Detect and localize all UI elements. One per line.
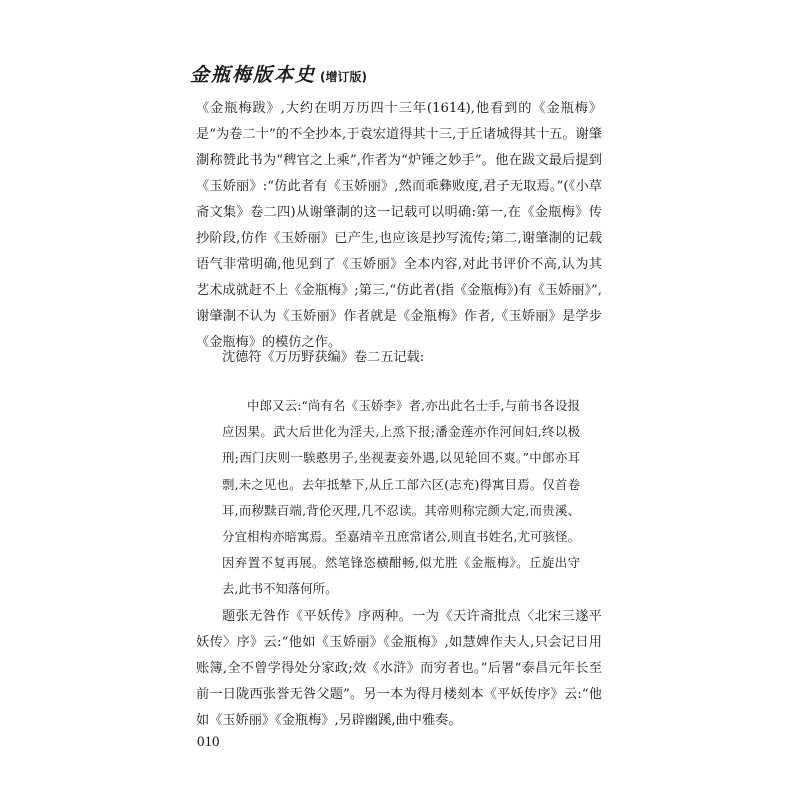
edition-label: (增订版) [320, 70, 367, 84]
book-title: 金瓶梅版本史 [190, 64, 317, 86]
running-header [190, 60, 367, 87]
paragraph-text: 题张无咎作《平妖传》序两种。一为《天许斋批点〈北宋三遂平妖传〉序》云:“他如《玉娇丽》《金瓶梅》,如慧婢作夫人,只会记日用账簿,全不曾学得处分家政;效《水浒》而穷者也。”后署“泰昌元年长至前一日陇西张誉无咎父题”。另一本为得月楼刻本《平妖传序》云:“他如《玉娇丽》《金瓶梅》,另辟幽蹊,曲中雅奏。 [196, 609, 602, 728]
page-number: 010 [197, 734, 220, 750]
body-paragraph [196, 604, 602, 734]
body-paragraph [196, 96, 602, 356]
quote-intro: 沈德符《万历野获编》卷二五记载: [222, 350, 425, 365]
paragraph-text: 《金瓶梅跋》,大约在明万历四十三年(1614),他看到的《金瓶梅》是“为卷二十”的不全抄本,于袁宏道得其十三,于丘诸城得其十五。谢肇淛称赞此书为“稗官之上乘”,作者为“炉锤之妙手”。他在跋文最后提到《玉娇丽》:“仿此者有《玉娇丽》,然而乖彝败度,君子无取焉。”(《小草斋文集》卷二四)从谢肇淛的这一记载可以明确:第一,在《金瓶梅》传抄阶段,仿作《玉娇丽》已产生,也应该是抄写流传;第二,谢肇淛的记载语气非常明确,他见到了《玉娇丽》全本内容,对此书评价不高,认为其艺术成就赶不上《金瓶梅》;第三,“仿此者(指《金瓶梅》)有《玉娇丽》”,谢肇淛不认为《玉娇丽》作者就是《金瓶梅》作者,《玉娇丽》是学步《金瓶梅》的模仿之作。 [196, 101, 602, 350]
block-quote: 中郎又云:“尚有名《玉娇李》者,亦出此名士手,与前书各设报应因果。武大后世化为淫夫,上烝下报;潘金莲亦作河间妇,终以极刑;西门庆则一騃憨男子,坐视妻妾外遇,以见轮回不爽。”中郎亦耳剽,未之见也。去年抵辇下,从丘工部六区(志充)得寓目焉。仅首卷耳,而秽黩百端,背伦灭理,几不忍读。其帝则称完颜大定,而贵溪、分宜相构亦暗寓焉。至嘉靖辛丑庶常诸公,则直书姓名,尤可骇怪。因弃置不复再展。然笔锋恣横酣畅,似尤胜《金瓶梅》。丘旋出守去,此书不知落何所。 [222, 398, 580, 597]
